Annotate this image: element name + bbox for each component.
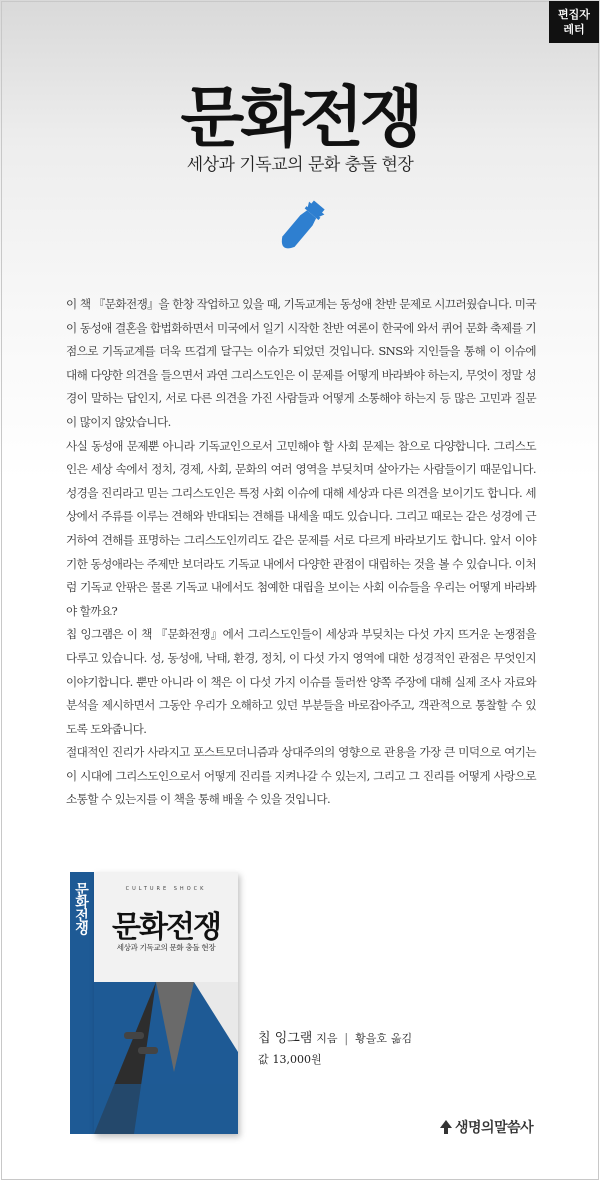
publisher-logo bbox=[440, 1117, 533, 1137]
editor-tag-line2: 레터 bbox=[563, 23, 585, 36]
page-subtitle: 세상과 기독교의 문화 충돌 현장 bbox=[186, 155, 414, 175]
spine-title: 문화전쟁 bbox=[73, 882, 89, 934]
price-value: 13,000원 bbox=[272, 1053, 322, 1066]
publisher-mark-icon bbox=[440, 1120, 452, 1134]
body-paragraph: 이 책 『문화전쟁』을 한창 작업하고 있을 때, 기독교계는 동성애 찬반 문제로 시끄러웠습니다. 미국이 동성애 결혼을 합법화하면서 미국에서 일기 시작한 찬반 여론이 한국에 와서 퀴어 문화 축제를 기점으로 기독교계를 더욱 뜨겁게 달구는 이슈가 되었던 것입니다. SNS와 지인들을 통해 이 이슈에 대해 다양한 의견을 들으면서 과연 그리스도인은 이 문제를 어떻게 바라봐야 하는지, 무엇이 정말 성경이 말하는 답인지, 서로 다른 의견을 가진 사람들과 어떻게 소통해야 하는지 등 많은 고민과 질문이 많이지 않았습니다. bbox=[66, 297, 536, 429]
book-front-cover bbox=[94, 872, 238, 1134]
body-paragraph: 절대적인 진리가 사라지고 포스트모더니즘과 상대주의의 영향으로 관용을 가장 큰 미덕으로 여기는 이 시대에 그리스도인으로서 어떻게 진리를 지켜나갈 수 있는지, 그리고 그 진리를 어떻게 사랑으로 소통할 수 있는지를 이 책을 통해 배울 수 있을 것입니다. bbox=[66, 745, 536, 807]
body-paragraph: 사실 동성애 문제뿐 아니라 기독교인으로서 고민해야 할 사회 문제는 참으로 다양합니다. 그리스도인은 세상 속에서 정치, 경제, 사회, 문화의 여러 영역을 부딪치며 살아가는 사람들이기 때문입니다. 성경을 진리라고 믿는 그리스도인은 특정 사회 이슈에 대해 세상과 다른 의견을 보이기도 합니다. 세상에서 주류를 이루는 견해와 반대되는 견해를 내세울 때도 있습니다. 그리고 때로는 같은 성경에 근거하여 견해를 표명하는 그리스도인끼리도 같은 문제를 서로 다르게 바라보기도 합니다. 앞서 이야기한 동성애라는 주제만 보더라도 기독교 내에서 다양한 관점이 대립하는 것을 볼 수 있습니다. 이처럼 기독교 안팎은 물론 기독교 내에서도 첨예한 대립을 보이는 사회 이슈들을 우리는 어떻게 바라봐야 할까요? bbox=[66, 438, 536, 618]
author-name: 칩 잉그램 bbox=[258, 1031, 313, 1046]
page-title: 문화전쟁 bbox=[180, 79, 420, 156]
translator-role: 옮김 bbox=[390, 1032, 413, 1045]
book-cover-image bbox=[70, 872, 238, 1136]
publisher-name: 생명의말씀사 bbox=[455, 1120, 534, 1136]
editor-letter-body bbox=[66, 293, 536, 812]
book-info bbox=[258, 1028, 412, 1070]
bomb-icon bbox=[270, 196, 330, 260]
translator-name: 황을호 bbox=[355, 1032, 388, 1045]
author-role: 지음 bbox=[316, 1032, 338, 1045]
divider: | bbox=[344, 1031, 349, 1045]
book-spine bbox=[70, 872, 94, 1134]
editor-tag-line1: 편집자 bbox=[558, 8, 590, 21]
cover-title: 문화전쟁 bbox=[112, 910, 220, 945]
body-paragraph: 칩 잉그램은 이 책 『문화전쟁』에서 그리스도인들이 세상과 부딪치는 다섯 가지 뜨거운 논쟁점을 다루고 있습니다. 성, 동성애, 낙태, 환경, 정치, 이 다섯 가지 영역에 대한 성경적인 관점은 무엇인지 이야기합니다. 뿐만 아니라 이 책은 이 다섯 가지 이슈를 둘러싼 양쪽 주장에 대해 실제 조사 자료와 분석을 제시하면서 그동안 우리가 오해하고 있던 부분들을 바로잡아주고, 객관적으로 통찰할 수 있도록 도와줍니다. bbox=[66, 627, 536, 736]
cover-series: CULTURE SHOCK bbox=[125, 886, 207, 892]
cover-subtitle: 세상과 기독교의 문화 충돌 현장 bbox=[116, 943, 216, 952]
editor-letter-badge bbox=[549, 1, 599, 43]
price-label: 값 bbox=[258, 1053, 269, 1066]
